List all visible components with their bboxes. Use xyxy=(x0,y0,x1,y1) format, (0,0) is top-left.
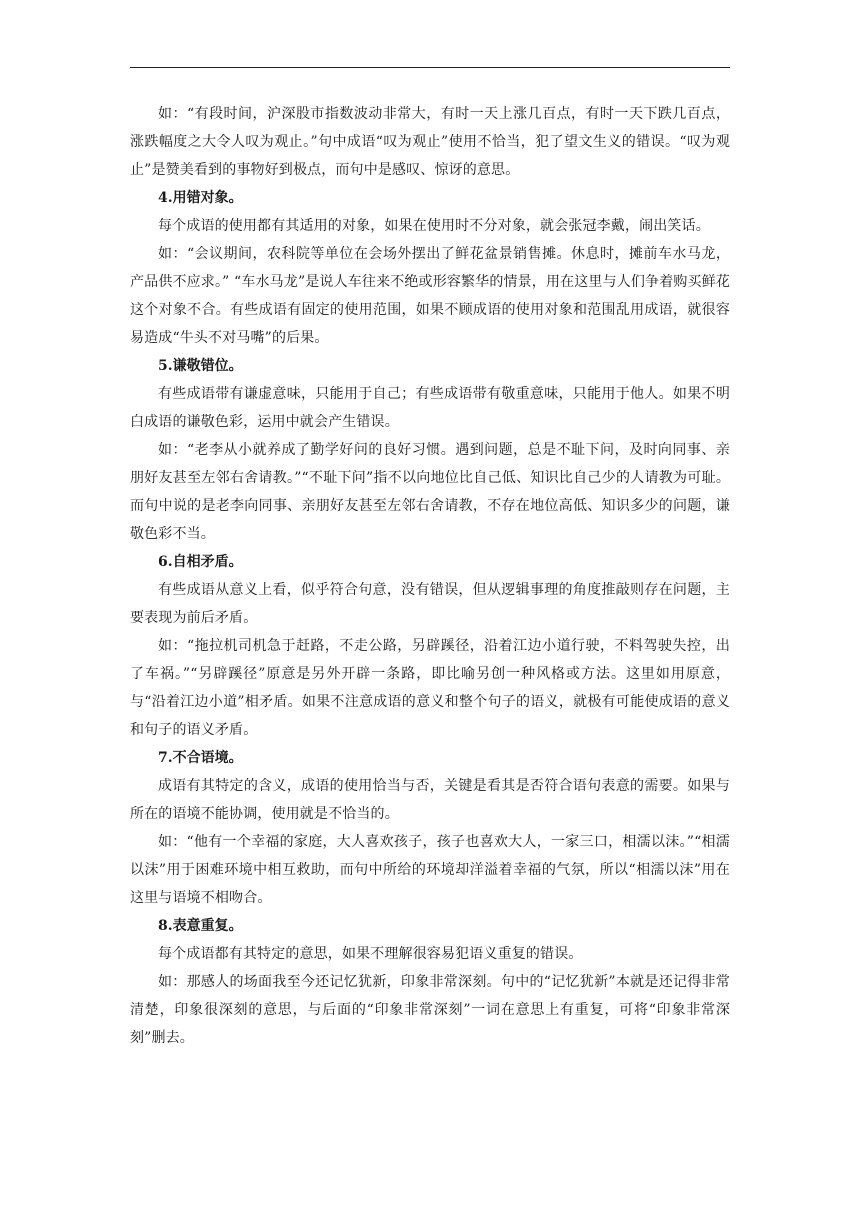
paragraph: 如：“老李从小就养成了勤学好问的良好习惯。遇到问题，总是不耻下问，及时向同事、亲朋好友甚至左邻右舍请教。”“不耻下问”指不以向地位比自己低、知识比自己少的人请教为可耻。而句中说的是老李向同事、亲朋好友甚至左邻右舍请教，不存在地位高低、知识多少的问题，谦敬色彩不当。 xyxy=(130,442,730,542)
paragraph: 每个成语都有其特定的意思，如果不理解很容易犯语义重复的错误。 xyxy=(158,946,583,962)
header-rule xyxy=(130,67,730,68)
section-heading-5: 5.谦敬错位。 xyxy=(158,358,243,374)
paragraph: 如：“他有一个幸福的家庭，大人喜欢孩子，孩子也喜欢大人，一家三口，相濡以沫。”“相濡以沫”用于困难环境中相互救助，而句中所给的环境却洋溢着幸福的气氛，所以“相濡以沫”用在这里与语境不相吻合。 xyxy=(130,834,730,906)
paragraph: 每个成语的使用都有其适用的对象，如果在使用时不分对象，就会张冠李戴，闹出笑话。 xyxy=(158,218,710,234)
paragraph: 有些成语带有谦虚意味，只能用于自己；有些成语带有敬重意味，只能用于他人。如果不明白成语的谦敬色彩，运用中就会产生错误。 xyxy=(130,386,730,430)
paragraph: 如：那感人的场面我至今还记忆犹新，印象非常深刻。句中的“记忆犹新”本就是还记得非常清楚，印象很深刻的意思，与后面的“印象非常深刻”一词在意思上有重复，可将“印象非常深刻”删去。 xyxy=(130,974,730,1046)
paragraph: 有些成语从意义上看，似乎符合句意，没有错误，但从逻辑事理的角度推敲则存在问题，主要表现为前后矛盾。 xyxy=(130,582,730,626)
section-heading-4: 4.用错对象。 xyxy=(158,190,243,206)
section-heading-7: 7.不合语境。 xyxy=(158,750,243,766)
paragraph: 如：“拖拉机司机急于赶路，不走公路，另辟蹊径，沿着江边小道行驶，不料驾驶失控，出了车祸。”“另辟蹊径”原意是另外开辟一条路，即比喻另创一种风格或方法。这里如用原意，与“沿着江边小道”相矛盾。如果不注意成语的意义和整个句子的语义，就极有可能使成语的意义和句子的语义矛盾。 xyxy=(130,638,730,738)
section-heading-8: 8.表意重复。 xyxy=(158,918,243,934)
paragraph: 如：“有段时间，沪深股市指数波动非常大，有时一天上涨几百点，有时一天下跌几百点，涨跌幅度之大令人叹为观止。”句中成语“叹为观止”使用不恰当，犯了望文生义的错误。“叹为观止”是赞美看到的事物好到极点，而句中是感叹、惊讶的意思。 xyxy=(130,106,730,178)
paragraph: 成语有其特定的含义，成语的使用恰当与否，关键是看其是否符合语句表意的需要。如果与所在的语境不能协调，使用就是不恰当的。 xyxy=(130,778,730,822)
section-heading-6: 6.自相矛盾。 xyxy=(158,554,243,570)
paragraph: 如：“会议期间，农科院等单位在会场外摆出了鲜花盆景销售摊。休息时，摊前车水马龙，产品供不应求。” “车水马龙”是说人车往来不绝或形容繁华的情景，用在这里与人们争着购买鲜花这个对象不合。有些成语有固定的使用范围，如果不顾成语的使用对象和范围乱用成语，就很容易造成“牛头不对马嘴”的后果。 xyxy=(130,246,730,346)
document-body xyxy=(130,100,730,1052)
